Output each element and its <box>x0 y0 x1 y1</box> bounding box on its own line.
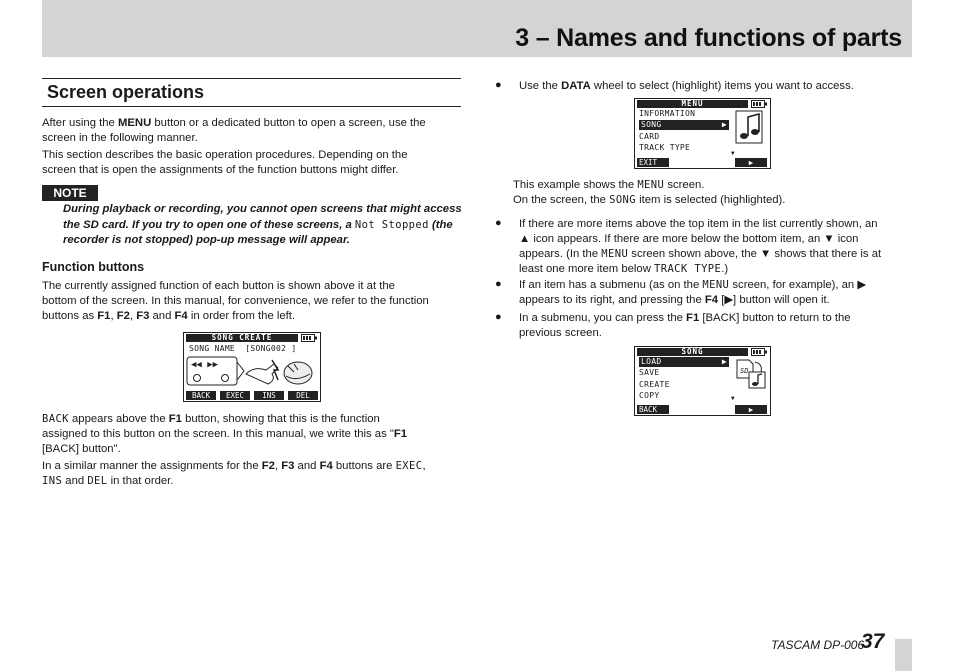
text: .) <box>721 263 729 275</box>
bullet-icon: ● <box>495 79 502 91</box>
svg-text:SD: SD <box>740 367 749 375</box>
f1-back-label: BACK <box>186 391 216 400</box>
bullet-back <box>519 311 919 341</box>
text: and <box>294 460 320 472</box>
lcd-text: BACK <box>42 413 69 425</box>
key: F4 <box>319 460 333 472</box>
text: bottom of the screen. In this manual, for convenience, we refer to the function <box>42 295 429 307</box>
value: [SONG002 ] <box>245 344 297 353</box>
key: F3 <box>281 460 295 472</box>
lcd-text: TRACK TYPE <box>654 263 722 275</box>
text: The currently assigned function of each button is shown above it at the <box>42 280 395 292</box>
f1-exit-label: EXIT <box>637 158 669 167</box>
lcd-text: MENU <box>702 279 730 291</box>
key: F1 <box>393 428 408 440</box>
text: This section describes the basic operation procedures. Depending on the <box>42 149 408 161</box>
song-name-row <box>189 344 296 354</box>
song-item-load <box>639 357 729 367</box>
lcd-text: INS <box>42 475 63 487</box>
song-create-screen <box>183 332 321 402</box>
bullet-icon: ● <box>495 217 502 229</box>
menu-item-information: INFORMATION <box>639 109 696 118</box>
text: and <box>149 310 175 322</box>
down-arrow-icon: ▼ <box>731 150 735 157</box>
lcd-text: DEL <box>87 475 108 487</box>
bullet-icon: ● <box>495 278 502 290</box>
text: [▶] button will open it. <box>718 294 830 306</box>
text: If an item has a submenu (as on the <box>519 279 703 291</box>
f4-right-arrow-icon: ▶ <box>735 158 767 167</box>
menu-screen <box>634 98 771 169</box>
bullet-submenu <box>519 278 919 308</box>
footer-brand: TASCAM DP-006 <box>771 638 865 652</box>
f2-exec-label: EXEC <box>220 391 250 400</box>
section-title: Screen operations <box>47 82 205 102</box>
battery-icon <box>751 348 767 356</box>
text: appears above the <box>68 413 169 425</box>
bullet-icon: ● <box>495 311 502 323</box>
svg-text:◀◀ ▶▶: ◀◀ ▶▶ <box>191 360 219 370</box>
text: item is selected (highlighted). <box>635 194 786 206</box>
page-number: 37 <box>861 630 885 653</box>
text: After using the <box>42 117 118 129</box>
key: F1 <box>168 413 182 425</box>
text: wheel to select (highlight) items you want to access. <box>590 80 854 92</box>
text: button or a dedicated button to open a screen, use the <box>151 117 426 129</box>
song-item-save: SAVE <box>639 368 660 377</box>
key: F1 <box>686 312 700 324</box>
text: In a submenu, you can press the <box>519 312 687 324</box>
menu-item-track-type: TRACK TYPE <box>639 143 691 152</box>
note-badge: NOTE <box>42 185 98 201</box>
text: in order from the left. <box>187 310 296 322</box>
key: F4 <box>704 294 719 306</box>
text: During playback or recording, you cannot open screens that might access <box>63 203 462 215</box>
song-create-illustration <box>186 356 316 388</box>
key: F2 <box>261 460 275 472</box>
f4-del-label: DEL <box>288 391 318 400</box>
text: screen, for example), an ▶ <box>729 279 867 291</box>
f3-ins-label: INS <box>254 391 284 400</box>
text: [BACK] button". <box>42 443 121 455</box>
note-text <box>63 202 463 249</box>
intro-paragraph <box>42 116 467 146</box>
f4-right-arrow-icon: ▶ <box>735 405 767 414</box>
key: F4 <box>174 310 188 322</box>
lcd-text: Not Stopped <box>354 218 429 231</box>
text: In a similar manner the assignments for the <box>42 460 262 472</box>
text: screen. <box>664 179 705 191</box>
text: , <box>110 310 117 322</box>
text: , <box>129 310 137 322</box>
music-note-icon <box>735 110 763 144</box>
section-rule-bottom <box>42 106 461 107</box>
text: ▲ icon appears. If there are more below the bottom item, an ▼ icon <box>519 233 859 245</box>
example-caption <box>513 178 913 208</box>
lcd-text: EXEC <box>395 460 423 472</box>
screen-title: SONG CREATE <box>186 334 298 342</box>
text: buttons are <box>332 460 396 472</box>
text: (the <box>428 218 453 231</box>
bullet-scroll-arrows <box>519 217 919 277</box>
right-arrow-icon: ▶ <box>721 357 727 366</box>
text: screen shown above, the ▼ shows that there is at <box>628 248 882 260</box>
text: [BACK] button to return to the <box>699 312 851 324</box>
text: If there are more items above the top item in the list currently shown, an <box>519 218 878 230</box>
key: F2 <box>116 310 130 322</box>
text: in that order. <box>107 475 174 487</box>
text: least one more item below <box>519 263 655 275</box>
screen-title: SONG <box>637 348 748 356</box>
down-arrow-icon: ▼ <box>731 395 735 402</box>
text: Use the <box>519 80 562 92</box>
battery-icon <box>301 334 317 342</box>
chapter-title: 3 – Names and functions of parts <box>515 24 902 52</box>
key: F3 <box>136 310 150 322</box>
menu-key: MENU <box>117 117 152 129</box>
sd-card-icon <box>735 358 767 390</box>
song-item-create: CREATE <box>639 380 670 389</box>
text: previous screen. <box>519 327 602 339</box>
menu-item-song <box>639 120 729 130</box>
screen-title: MENU <box>637 100 748 108</box>
similar-paragraph <box>42 459 467 489</box>
text: and <box>62 475 88 487</box>
text: This example shows the <box>513 179 638 191</box>
text: screen in the following manner. <box>42 132 198 144</box>
back-paragraph <box>42 412 467 457</box>
label: SONG <box>641 120 662 129</box>
text: On the screen, the <box>513 194 610 206</box>
text: recorder is not stopped) pop-up message will appear. <box>63 234 350 246</box>
text: button, showing that this is the function <box>181 413 380 425</box>
key: F1 <box>97 310 111 322</box>
song-item-copy: COPY <box>639 391 660 400</box>
label: SONG NAME <box>189 344 236 353</box>
text: the SD card. If you try to open one of these screens, a <box>63 218 355 231</box>
function-buttons-paragraph <box>42 279 467 324</box>
section-rule-top <box>42 78 461 79</box>
text: appears to its right, and pressing the <box>519 294 705 306</box>
lcd-text: MENU <box>637 179 665 191</box>
text: assigned to this button on the screen. In this manual, we write this as " <box>42 428 394 440</box>
function-buttons-heading: Function buttons <box>42 260 145 274</box>
lcd-text: SONG <box>609 194 636 206</box>
text: buttons as <box>42 310 98 322</box>
text: screen that is open the assignments of the function buttons might differ. <box>42 164 399 176</box>
label: LOAD <box>641 357 662 366</box>
menu-item-card: CARD <box>639 132 660 141</box>
right-arrow-icon: ▶ <box>721 120 727 129</box>
battery-icon <box>751 100 767 108</box>
bullet-data-wheel <box>519 79 919 94</box>
text: , <box>422 460 426 472</box>
lcd-text: MENU <box>601 248 629 260</box>
f1-back-label: BACK <box>637 405 669 414</box>
song-screen <box>634 346 771 416</box>
key: DATA <box>561 80 591 92</box>
text: , <box>274 460 282 472</box>
text: appears. (In the <box>519 248 602 260</box>
footer-tab <box>895 639 912 671</box>
description-paragraph <box>42 148 467 178</box>
